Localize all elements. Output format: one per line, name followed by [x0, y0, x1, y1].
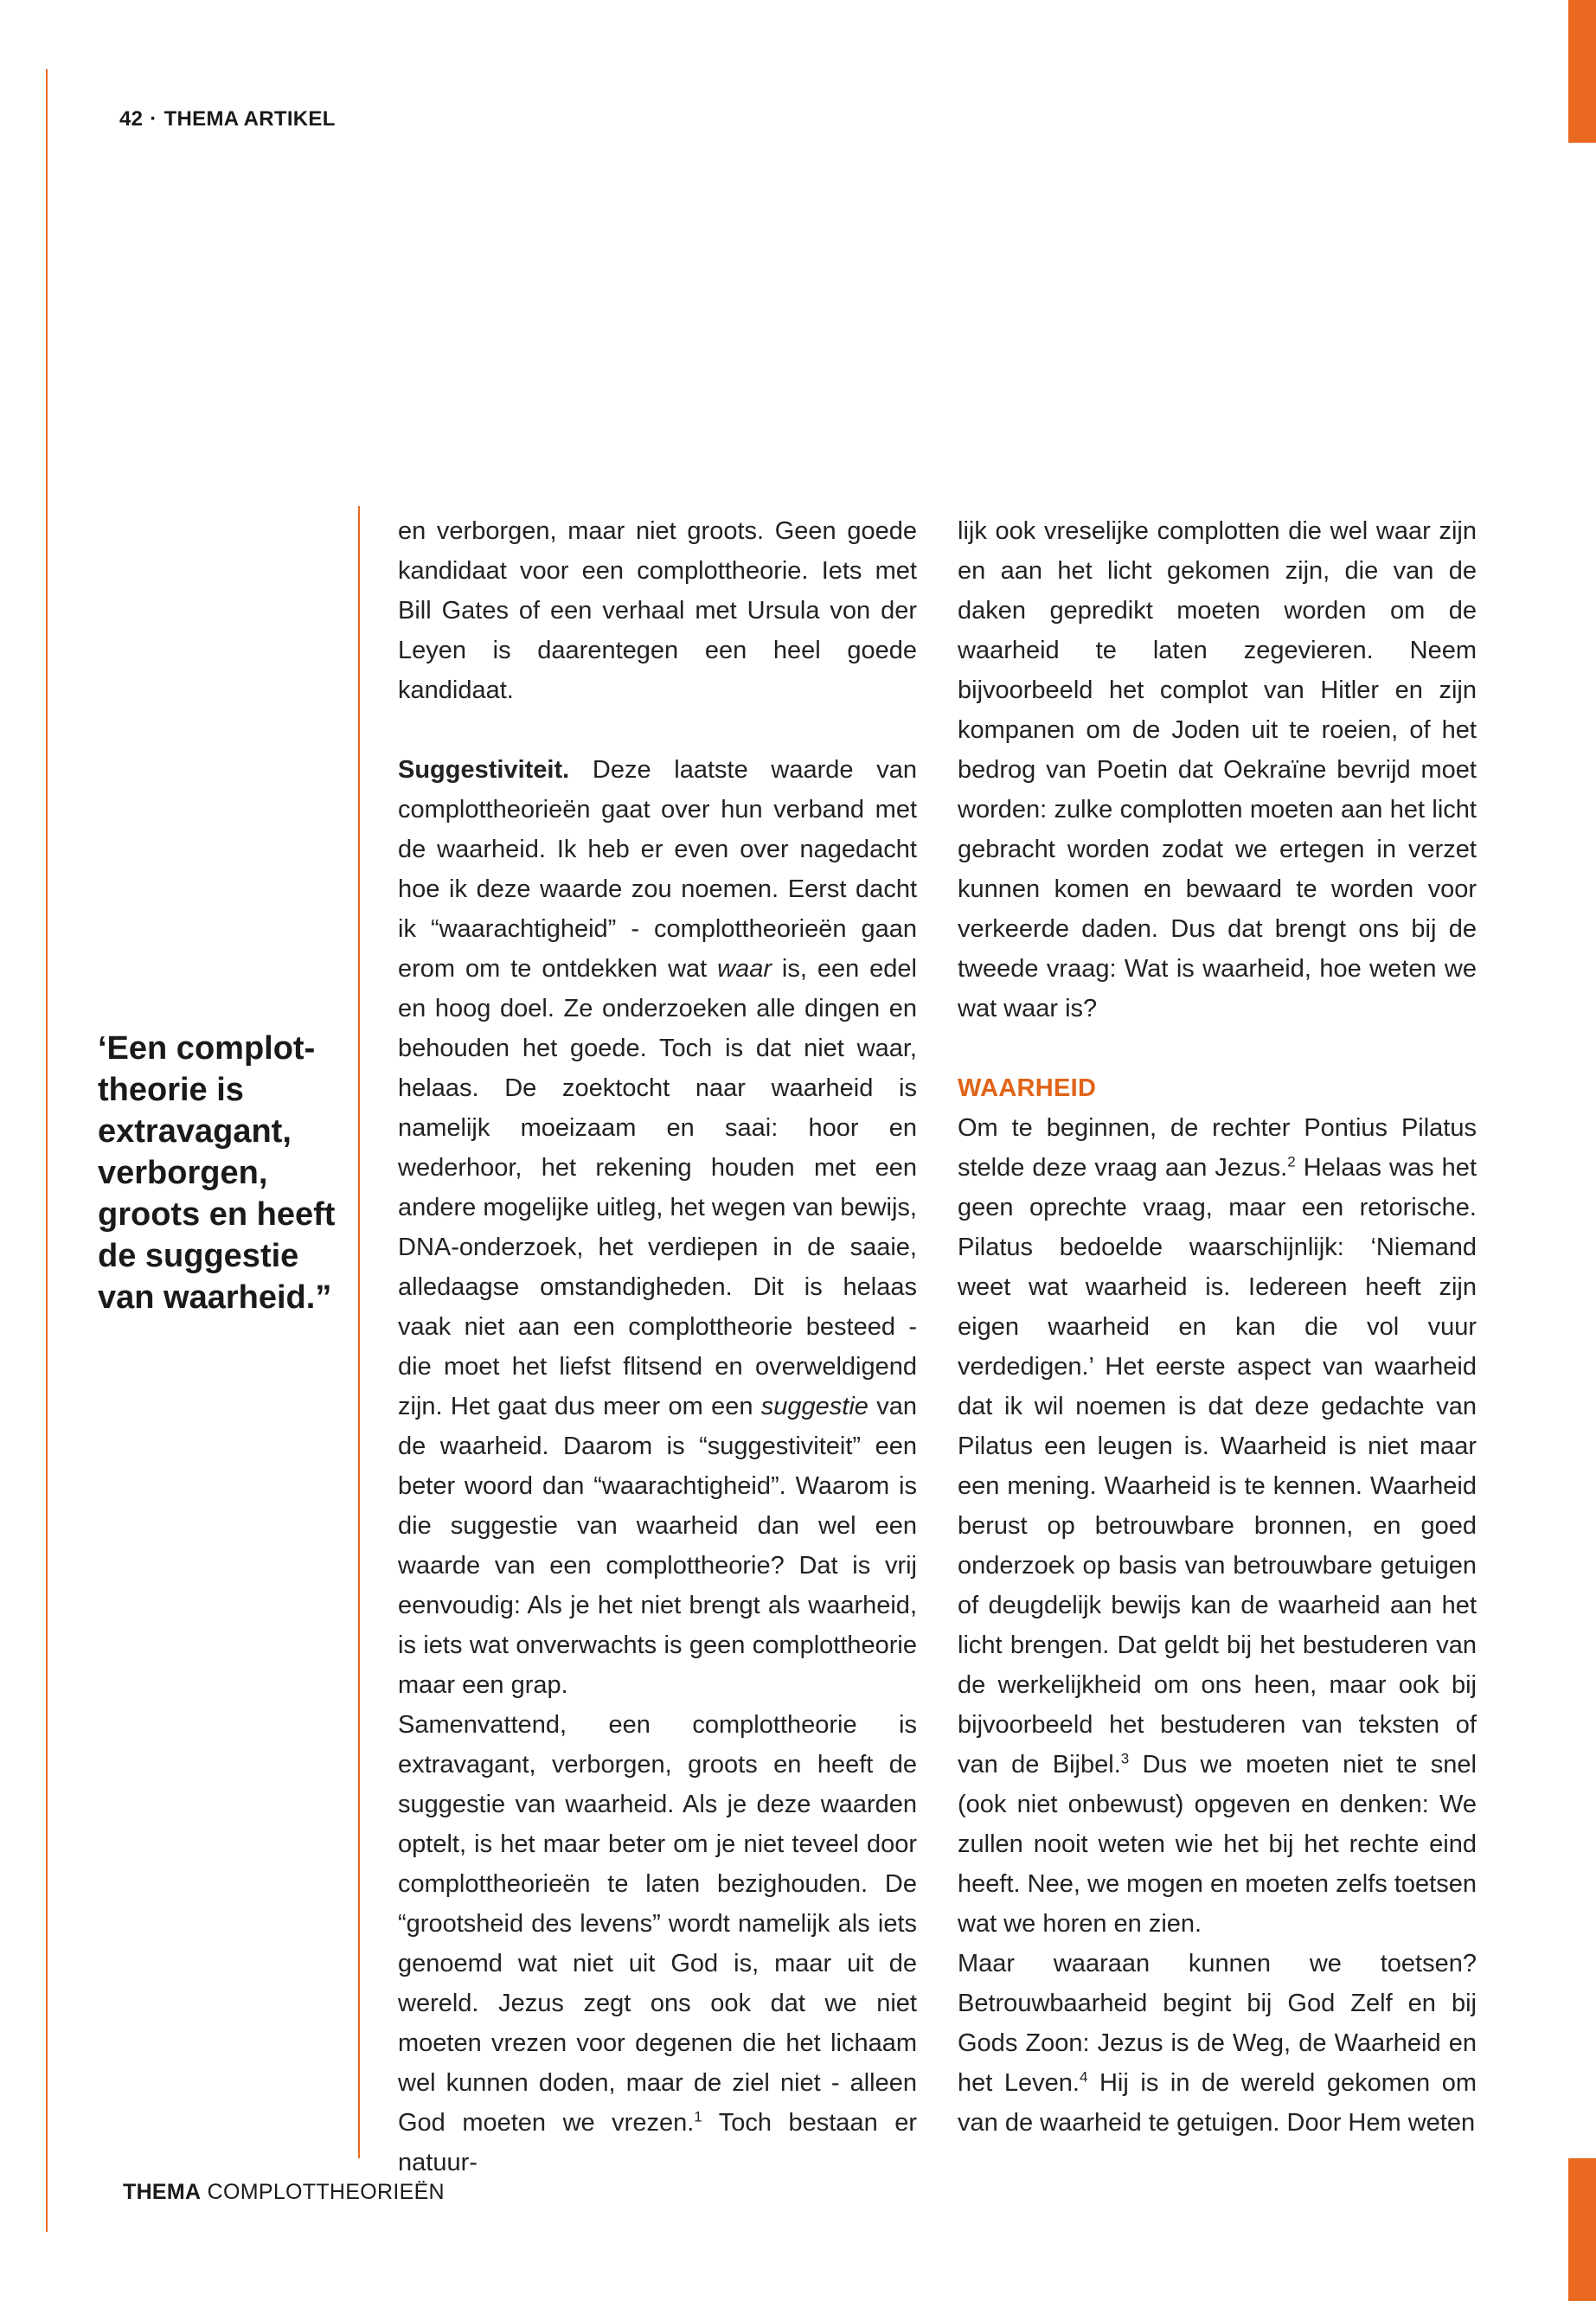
paragraph: Suggestiviteit. Deze laatste waarde van complottheorieën gaat over hun verband met de waarheid. Ik heb er even over nagedacht hoe ik deze waarde zou noemen. Eerst dacht ik “waarachtigheid” - complottheorieën gaan erom om te ontdekken wat waar is, een edel en hoog doel. Ze onderzoeken alle dingen en behouden het goede. Toch is dat niet waar, helaas. De zoektocht naar waarheid is namelijk moeizaam en saai: hoor en wederhoor, het rekening houden met een andere mogelijke uitleg, het wegen van bewijs, DNA-onderzoek, het verdiepen in de saaie, alledaagse omstandigheden. Dit is helaas vaak niet aan een complottheorie besteed - die moet het liefst flitsend en overweldigend zijn. Het gaat dus meer om een suggestie van de waarheid. Daarom is “suggestiviteit” een beter woord dan “waarachtigheid”. Waarom is die suggestie van waarheid dan wel een waarde van een complottheorie? Dat is vrij eenvoudig: Als je het niet brengt als waarheid, is iets wat onverwachts is geen complottheorie maar een grap. — [398, 756, 917, 1699]
footer-label: COMPLOTTHEORIEËN — [207, 2180, 445, 2204]
section-heading: WAARHEID — [958, 1074, 1097, 1102]
page-number: 42 — [119, 107, 144, 131]
paragraph: Maar waaraan kunnen we toetsen? Betrouwbaarheid begint bij God Zelf en bij Gods Zoon: Jezus is de Weg, de Waarheid en het Leven.$^4$ Hij is in de wereld gekomen om van de waarheid te getuigen. Door Hem weten — [958, 1950, 1477, 2137]
footer-label-bold: THEMA — [123, 2180, 202, 2204]
paragraph: en verborgen, maar niet groots. Geen goede kandidaat voor een complottheorie. Iets met Bill Gates of een verhaal met Ursula von der Leyen is daarentegen een heel goede kandidaat. — [398, 517, 917, 704]
page-footer — [123, 2180, 445, 2205]
edge-tab-bottom — [1568, 2158, 1596, 2301]
footnote-ref: 4 — [1079, 2068, 1088, 2086]
paragraph-lead: Suggestiviteit. — [398, 756, 570, 784]
column-divider-rule — [358, 506, 360, 2158]
text-column-1 — [398, 511, 917, 2182]
running-head — [119, 107, 336, 131]
paragraph: lijk ook vreselijke complotten die wel waar zijn en aan het licht gekomen zijn, die van de daken gepredikt moeten worden om de waarheid te laten zegevieren. Neem bijvoorbeeld het complot van Hitler en zijn kompanen om de Joden uit te roeien, of het bedrog van Poetin dat Oekraïne bevrijd moet worden: zulke complotten moeten aan het licht gebracht worden zodat we ertegen in verzet kunnen komen en bewaard te worden voor verkeerde daden. Dus dat brengt ons bij de tweede vraag: Wat is waarheid, hoe weten we wat waar is? — [958, 517, 1477, 1022]
footnote-ref: 3 — [1120, 1750, 1130, 1767]
pull-quote: ‘Een complottheorie is extravagant, verborgen, groots en heeft de suggestie van waarheid.” — [98, 1030, 336, 1316]
separator: · — [150, 107, 157, 131]
footnote-ref: 1 — [694, 2108, 702, 2125]
text-column-2 — [958, 511, 1477, 2143]
paragraph: Samenvattend, een complottheorie is extravagant, verborgen, groots en heeft de suggestie van waarheid. Als je deze waarden optelt, is het maar beter om je niet teveel door complottheorieën te laten bezighouden. De “grootsheid des levens” wordt namelijk als iets genoemd wat niet uit God is, maar uit de wereld. Jezus zegt ons ook dat we niet moeten vrezen voor degenen die het lichaam wel kunnen doden, maar de ziel niet - alleen God moeten we vrezen.$^1$ Toch bestaan er natuur- — [398, 1711, 917, 2176]
edge-tab-top — [1568, 0, 1596, 143]
section-label: THEMA ARTIKEL — [163, 107, 336, 131]
footnote-ref: 2 — [1287, 1153, 1296, 1170]
left-margin-rule — [46, 69, 48, 2232]
paragraph: Om te beginnen, de rechter Pontius Pilatus stelde deze vraag aan Jezus.$^2$ Helaas was het geen oprechte vraag, maar een retorische. Pilatus bedoelde waarschijnlijk: ‘Niemand weet wat waarheid is. Iedereen heeft zijn eigen waarheid en kan die vol vuur verdedigen.’ Het eerste aspect van waarheid dat ik wil noemen is dat deze gedachte van Pilatus een leugen is. Waarheid is niet maar een mening. Waarheid is te kennen. Waarheid berust op betrouwbare bronnen, en goed onderzoek op basis van betrouwbare getuigen of deugdelijk bewijs kan de waarheid aan het licht brengen. Dat geldt bij het bestuderen van de werkelijkheid om ons heen, maar ook bij bijvoorbeeld het bestuderen van teksten of van de Bijbel.$^3$ Dus we moeten niet te snel (ook niet onbewust) opgeven en denken: We zullen nooit weten wie het bij het rechte eind heeft. Nee, we mogen en moeten zelfs toetsen wat we horen en zien. — [958, 1114, 1477, 1938]
